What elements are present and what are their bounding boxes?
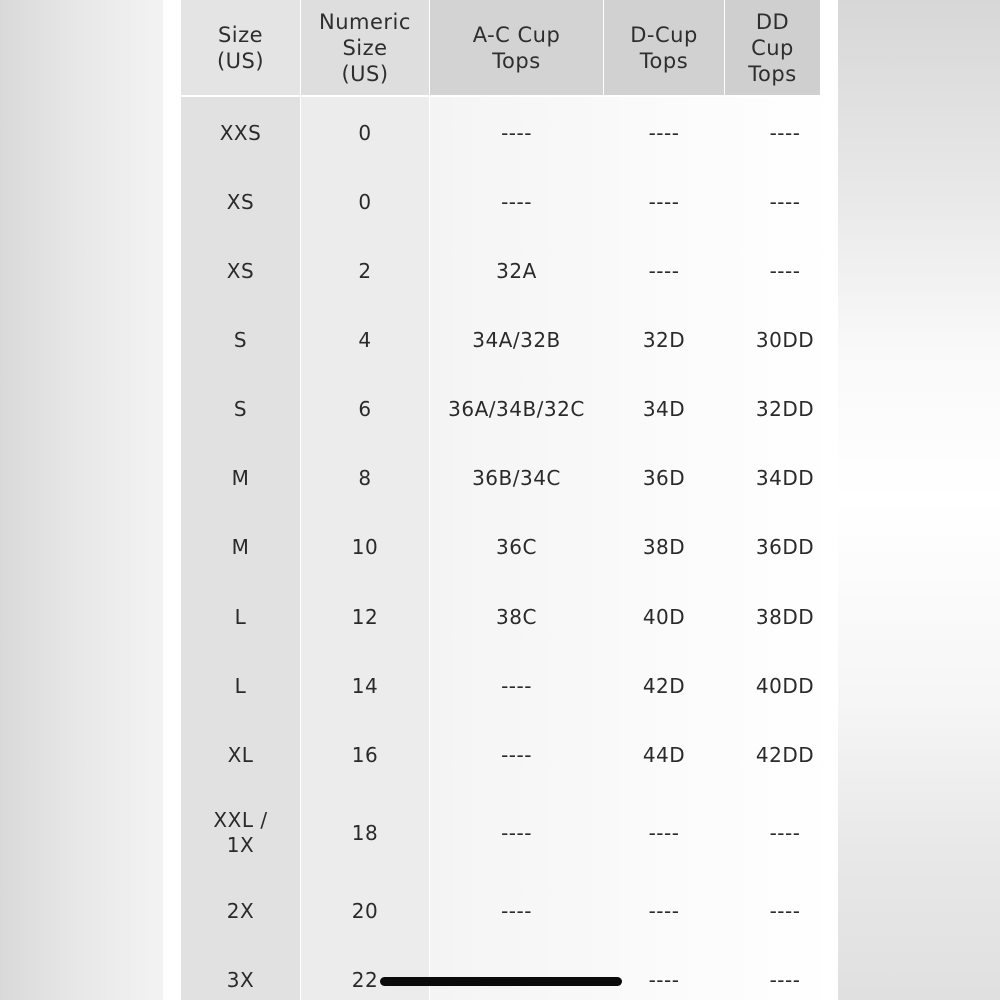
cell-numeric-size: 14 [351, 673, 379, 698]
cell-d-cup: ---- [648, 189, 680, 214]
cell-dd-cup: ---- [769, 120, 801, 145]
cell-numeric-size: 8 [358, 465, 372, 490]
cell-size: XS [226, 258, 255, 283]
cell-a-c-cup: ---- [501, 820, 532, 845]
cell-d-cup: 40D [642, 604, 686, 629]
cell-d-cup: 42D [642, 673, 686, 698]
cell-d-cup: ---- [648, 820, 680, 845]
cell-d-cup: ---- [648, 120, 680, 145]
cell-d-cup: 38D [642, 534, 686, 559]
cell-numeric-size: 18 [351, 820, 379, 845]
cell-size: L [234, 604, 247, 629]
cell-dd-cup: 42DD [755, 742, 815, 767]
cell-numeric-size: 0 [358, 189, 372, 214]
cell-dd-cup: 36DD [755, 534, 815, 559]
cell-numeric-size: 22 [351, 967, 379, 992]
cell-a-c-cup: 34A/32B [472, 327, 561, 352]
cell-size: S [233, 396, 248, 421]
cell-dd-cup: ---- [769, 967, 801, 992]
cell-size: M [231, 465, 250, 490]
cell-size: XS [226, 189, 255, 214]
cell-d-cup: ---- [648, 258, 680, 283]
cell-d-cup: 36D [642, 465, 686, 490]
cell-size: XXS [219, 120, 262, 145]
home-indicator[interactable] [380, 977, 622, 986]
cell-a-c-cup: ---- [501, 120, 532, 145]
cell-a-c-cup: 36B/34C [472, 465, 561, 490]
cell-size: XXL / 1X [213, 808, 268, 857]
cell-numeric-size: 4 [358, 327, 372, 352]
cell-numeric-size: 10 [351, 534, 379, 559]
cell-size: L [234, 673, 247, 698]
cell-numeric-size: 12 [351, 604, 379, 629]
cell-d-cup: ---- [648, 967, 680, 992]
cell-a-c-cup: 36A/34B/32C [448, 396, 585, 421]
cell-dd-cup: ---- [769, 189, 801, 214]
cell-numeric-size: 0 [358, 120, 372, 145]
header-a-c-cup-tops: A-C Cup Tops [430, 0, 603, 95]
cell-dd-cup: 32DD [755, 396, 815, 421]
cell-a-c-cup [430, 950, 603, 1000]
cell-a-c-cup: ---- [501, 898, 532, 923]
cell-a-c-cup: 32A [496, 258, 537, 283]
cell-size: 2X [226, 898, 255, 923]
header-d-cup-tops: D-Cup Tops [604, 0, 724, 95]
cell-numeric-size: 20 [351, 898, 379, 923]
header-dd-cup-tops: DD Cup Tops [725, 0, 820, 95]
cell-d-cup: 32D [642, 327, 686, 352]
cell-d-cup: ---- [648, 898, 680, 923]
cell-a-c-cup: ---- [501, 673, 532, 698]
cell-dd-cup: ---- [769, 898, 801, 923]
cell-size: M [231, 534, 250, 559]
cell-dd-cup: ---- [769, 820, 801, 845]
cell-d-cup: 44D [642, 742, 686, 767]
header-size-us: Size (US) [181, 0, 300, 95]
background-left [0, 0, 163, 1000]
header-numeric-size-us: Numeric Size (US) [301, 0, 429, 95]
cell-a-c-cup: ---- [501, 189, 532, 214]
cell-dd-cup: 38DD [755, 604, 815, 629]
cell-dd-cup: 34DD [755, 465, 815, 490]
cell-numeric-size: 16 [351, 742, 379, 767]
cell-size: S [233, 327, 248, 352]
background-right [838, 0, 1000, 1000]
cell-a-c-cup: ---- [501, 742, 532, 767]
cell-numeric-size: 2 [358, 258, 372, 283]
cell-d-cup: 34D [642, 396, 686, 421]
cell-numeric-size: 6 [358, 396, 372, 421]
cell-dd-cup: 40DD [755, 673, 815, 698]
cell-a-c-cup: 36C [496, 534, 537, 559]
cell-dd-cup: 30DD [755, 327, 815, 352]
cell-a-c-cup: 38C [496, 604, 537, 629]
cell-size: 3X [226, 967, 255, 992]
cell-size: XL [227, 742, 254, 767]
cell-dd-cup: ---- [769, 258, 801, 283]
